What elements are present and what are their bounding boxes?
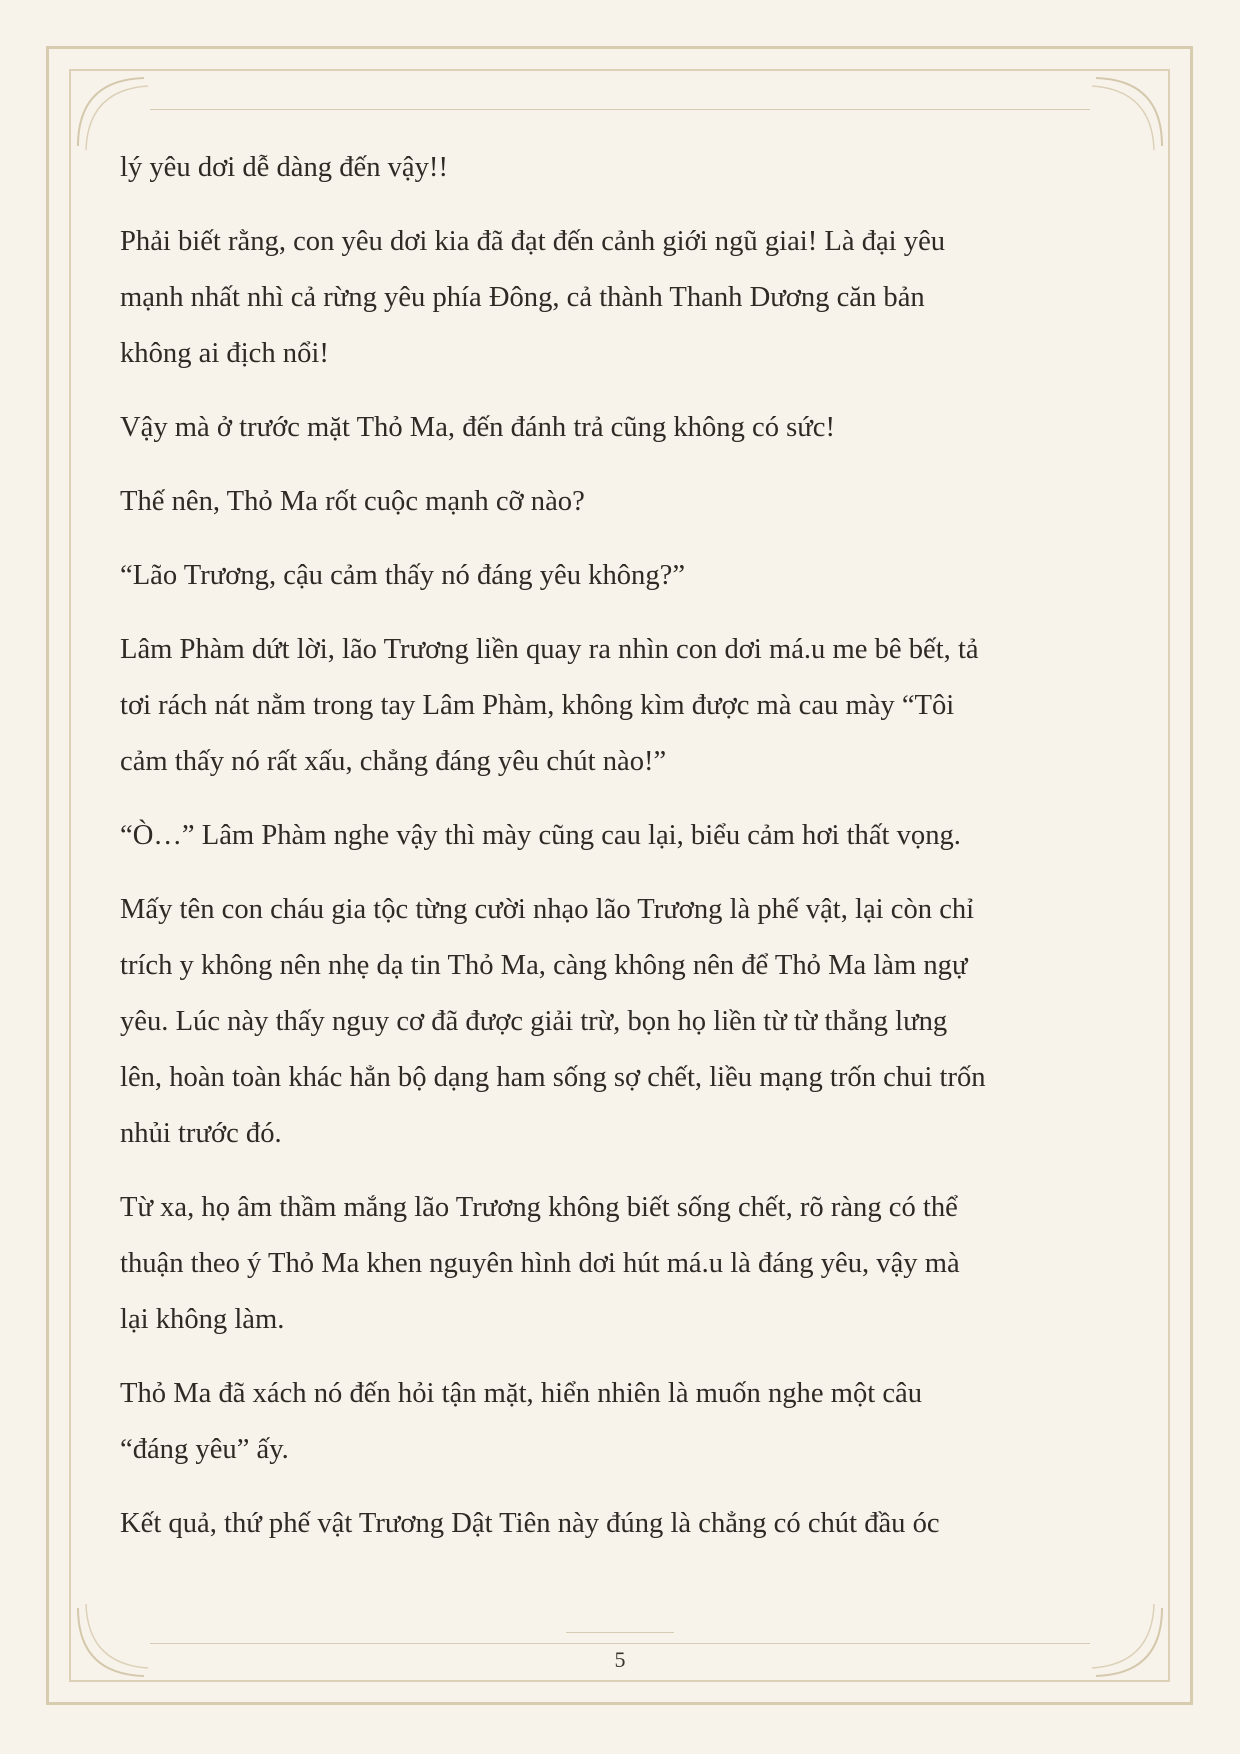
- text-line: thuận theo ý Thỏ Ma khen nguyên hình dơi hút má.u là đáng yêu, vậy mà: [120, 1248, 960, 1279]
- text-line: lý yêu dơi dễ dàng đến vậy!!: [120, 152, 448, 183]
- text-line: yêu. Lúc này thấy nguy cơ đã được giải trừ, bọn họ liền từ từ thẳng lưng: [120, 1006, 948, 1037]
- text-line: Thỏ Ma đã xách nó đến hỏi tận mặt, hiển nhiên là muốn nghe một câu: [120, 1378, 923, 1409]
- text-line: trích y không nên nhẹ dạ tin Thỏ Ma, càng không nên để Thỏ Ma làm ngự: [120, 950, 968, 981]
- page-number-ornament: [566, 1632, 674, 1633]
- paragraph: [120, 808, 1120, 864]
- text-line: “Lão Trương, cậu cảm thấy nó đáng yêu không?”: [120, 560, 686, 591]
- text-line: Mấy tên con cháu gia tộc từng cười nhạo lão Trương là phế vật, lại còn chỉ: [120, 894, 975, 925]
- text-line: Vậy mà ở trước mặt Thỏ Ma, đến đánh trả cũng không có sức!: [120, 412, 835, 443]
- paragraph: [120, 622, 1120, 790]
- text-line: Kết quả, thứ phế vật Trương Dật Tiên này đúng là chẳng có chút đầu óc: [120, 1508, 940, 1539]
- paragraph: [120, 474, 1120, 530]
- paragraph: [120, 548, 1120, 604]
- text-line: lên, hoàn toàn khác hẳn bộ dạng ham sống sợ chết, liều mạng trốn chui trốn: [120, 1062, 986, 1093]
- paragraph: [120, 882, 1120, 1162]
- paragraph: [120, 1366, 1120, 1478]
- text-line: nhủi trước đó.: [120, 1118, 282, 1149]
- text-line: Lâm Phàm dứt lời, lão Trương liền quay ra nhìn con dơi má.u me bê bết, tả: [120, 634, 979, 665]
- page-number: 5: [614, 1647, 626, 1672]
- text-line: cảm thấy nó rất xấu, chẳng đáng yêu chút nào!”: [120, 746, 667, 777]
- text-line: lại không làm.: [120, 1304, 285, 1335]
- text-line: “đáng yêu” ấy.: [120, 1434, 289, 1465]
- text-line: Từ xa, họ âm thầm mắng lão Trương không biết sống chết, rõ ràng có thể: [120, 1192, 958, 1223]
- header-divider: [150, 109, 1090, 110]
- body-text: [120, 140, 1120, 1570]
- paragraph: [120, 400, 1120, 456]
- paragraph: [120, 140, 1120, 196]
- paragraph: [120, 1496, 1120, 1552]
- paragraph: [120, 214, 1120, 382]
- paragraph: [120, 1180, 1120, 1348]
- text-line: Thế nên, Thỏ Ma rốt cuộc mạnh cỡ nào?: [120, 486, 585, 517]
- text-line: “Ò…” Lâm Phàm nghe vậy thì mày cũng cau lại, biểu cảm hơi thất vọng.: [120, 820, 961, 851]
- text-line: không ai địch nổi!: [120, 338, 329, 369]
- text-line: Phải biết rằng, con yêu dơi kia đã đạt đến cảnh giới ngũ giai! Là đại yêu: [120, 226, 946, 257]
- text-line: tơi rách nát nằm trong tay Lâm Phàm, không kìm được mà cau mày “Tôi: [120, 690, 955, 721]
- text-line: mạnh nhất nhì cả rừng yêu phía Đông, cả thành Thanh Dương căn bản: [120, 282, 925, 313]
- footer-divider: [150, 1643, 1090, 1644]
